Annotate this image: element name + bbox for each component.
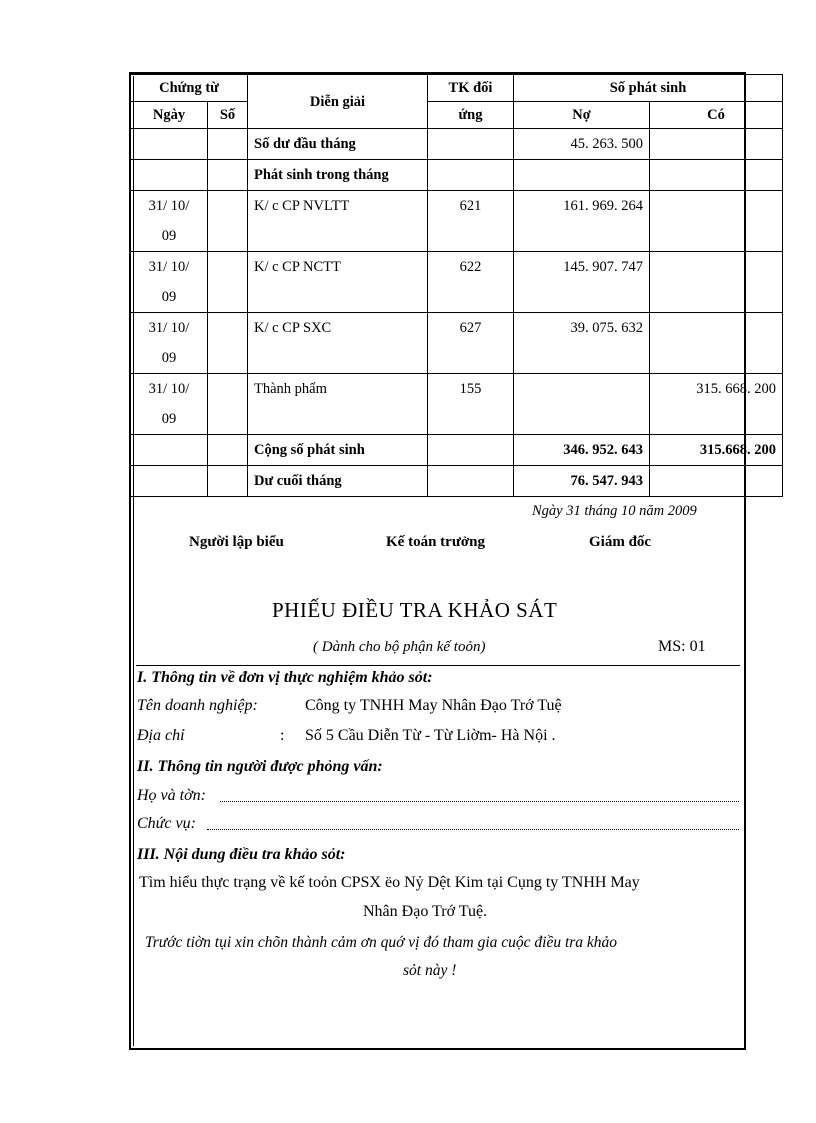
total-no: 346. 952. 643 [514,435,650,466]
row-desc: K/ c CP NCTT [248,252,428,313]
row-account: 622 [428,252,514,313]
thanks-line-2: sỏt này ! [403,962,457,979]
ledger-table [130,74,783,497]
section-3-heading: III. Nội dung điều tra khảo sỏt: [137,846,346,863]
header-row-1 [131,75,783,102]
header-co: Có [650,102,783,129]
table-row [131,252,783,313]
thanks-line-1: Trước tiờn tụi xin chõn thành cảm ơn quớ vị đó tham gia cuộc điều tra khảo [145,934,618,951]
row-desc: K/ c CP NVLTT [248,191,428,252]
row-date: 31/ 10/ 09 [131,191,208,252]
row-date: 31/ 10/ 09 [131,313,208,374]
survey-subtitle: ( Dành cho bộ phận kế toỏn) [313,639,486,655]
header-ngay: Ngày [131,102,208,129]
row-desc: Phát sinh trong tháng [248,160,428,191]
row-desc: K/ c CP SXC [248,313,428,374]
row-account: 155 [428,374,514,435]
date-line: Ngày 31 tháng 10 năm 2009 [532,503,697,519]
table-row-total [131,435,783,466]
content-line-1: Tìm hiểu thực trạng về kế toỏn CPSX ëo Nỷ Dệt Kim tại Cụng ty TNHH May [139,874,640,891]
content-line-2: Nhân Đạo Trớ Tuệ. [363,903,488,920]
total-label: Cộng số phát sinh [248,435,428,466]
header-chung-tu: Chứng từ [131,75,248,102]
row-desc: Thành phẩm [248,374,428,435]
header-so-phat-sinh: Số phát sinh [514,75,783,102]
preparer-title: Người lập biểu [189,534,284,550]
header-dien-giai: Diễn giải [248,75,428,129]
position-label: Chức vụ: [137,815,196,832]
row-account: 627 [428,313,514,374]
table-row [131,129,783,160]
row-co: 315. 668. 200 [650,374,783,435]
header-so: Số [208,102,248,129]
row-date: 31/ 10/ 09 [131,374,208,435]
row-no: 39. 075. 632 [514,313,650,374]
table-row [131,313,783,374]
row-no: 45. 263. 500 [514,129,650,160]
address-value: Số 5 Cầu Diễn Từ - Từ Liờm- Hà Nội . [305,727,556,744]
address-label: Địa chỉ [137,727,185,744]
row-desc: Số dư đầu tháng [248,129,428,160]
header-ung: ứng [428,102,514,129]
row-account: 621 [428,191,514,252]
name-label: Họ và tờn: [137,787,206,804]
table-row [131,374,783,435]
company-label: Tên doanh nghiệp: [137,697,258,714]
name-dotted-line [220,801,739,802]
header-row-2 [131,102,783,129]
chief-accountant-title: Kế toán trưởng [386,534,485,550]
survey-title: PHIẾU ĐIỀU TRA KHẢO SÁT [272,598,558,622]
position-dotted-line [207,829,739,830]
row-no: 145. 907. 747 [514,252,650,313]
director-title: Giám đốc [589,534,652,550]
closing-no: 76. 547. 943 [514,466,650,497]
section-1-heading: I. Thông tin về đơn vị thực nghiệm khảo sỏt: [137,669,433,686]
row-date: 31/ 10/ 09 [131,252,208,313]
survey-code: MS: 01 [658,638,706,655]
table-row [131,160,783,191]
company-value: Công ty TNHH May Nhân Đạo Trớ Tuệ [305,697,562,714]
divider [136,665,740,666]
table-row [131,191,783,252]
row-no: 161. 969. 264 [514,191,650,252]
section-2-heading: II. Thông tin người được phỏng vấn: [137,758,383,775]
total-co: 315.668. 200 [650,435,783,466]
table-row-closing [131,466,783,497]
header-no: Nợ [514,102,650,129]
closing-label: Dư cuối tháng [248,466,428,497]
header-tk-doi: TK đối [428,75,514,102]
address-colon: : [280,727,285,744]
